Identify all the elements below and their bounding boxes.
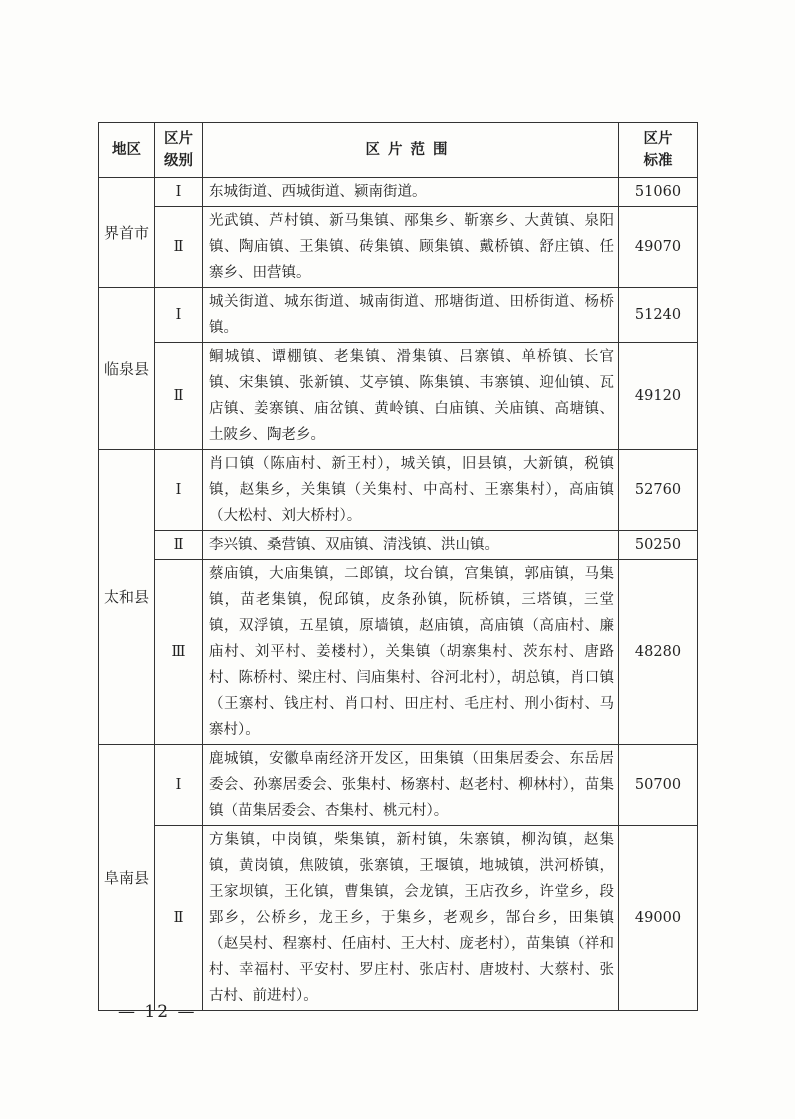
land-price-table [98, 122, 698, 1011]
level-cell: Ⅰ [155, 450, 203, 531]
level-cell: Ⅰ [155, 288, 203, 343]
scope-cell: 蔡庙镇，大庙集镇，二郎镇，坟台镇，宫集镇，郭庙镇，马集镇，苗老集镇，倪邱镇，皮条孙镇，阮桥镇，三塔镇，三堂镇，双浮镇，五星镇，原墙镇，赵庙镇，高庙镇（高庙村、廉庙村、刘平村、姜楼村），关集镇（胡寨集村、茨东村、唐路村、陈桥村、梁庄村、闫庙集村、谷河北村），胡总镇，肖口镇（王寨村、钱庄村、肖口村、田庄村、毛庄村、刑小街村、马寨村）。 [203, 560, 619, 745]
header-level: 区片级别 [155, 123, 203, 178]
standard-cell: 49070 [619, 207, 698, 288]
standard-cell: 49120 [619, 343, 698, 450]
level-cell: Ⅱ [155, 531, 203, 560]
level-cell: Ⅱ [155, 207, 203, 288]
scope-cell: 东城街道、西城街道、颍南街道。 [203, 178, 619, 207]
table-row [99, 560, 698, 745]
table-row [99, 288, 698, 343]
table-row [99, 745, 698, 826]
standard-cell: 50700 [619, 745, 698, 826]
standard-cell: 49000 [619, 826, 698, 1011]
level-cell: Ⅲ [155, 560, 203, 745]
table-header-row [99, 123, 698, 178]
scope-cell: 城关街道、城东街道、城南街道、邢塘街道、田桥街道、杨桥镇。 [203, 288, 619, 343]
scope-cell: 光武镇、芦村镇、新马集镇、邴集乡、靳寨乡、大黄镇、泉阳镇、陶庙镇、王集镇、砖集镇、顾集镇、戴桥镇、舒庄镇、任寨乡、田营镇。 [203, 207, 619, 288]
table-row [99, 207, 698, 288]
standard-cell: 51060 [619, 178, 698, 207]
region-cell: 太和县 [99, 450, 155, 745]
standard-cell: 48280 [619, 560, 698, 745]
region-cell: 界首市 [99, 178, 155, 288]
level-cell: Ⅰ [155, 178, 203, 207]
level-cell: Ⅱ [155, 343, 203, 450]
header-region: 地区 [99, 123, 155, 178]
standard-cell: 51240 [619, 288, 698, 343]
table-row [99, 826, 698, 1011]
region-cell: 临泉县 [99, 288, 155, 450]
level-cell: Ⅱ [155, 826, 203, 1011]
table-row [99, 343, 698, 450]
scope-cell: 鹿城镇，安徽阜南经济开发区，田集镇（田集居委会、东岳居委会、孙寨居委会、张集村、杨寨村、赵老村、柳林村），苗集镇（苗集居委会、杏集村、桃元村）。 [203, 745, 619, 826]
header-scope: 区片范围 [203, 123, 619, 178]
table-row [99, 531, 698, 560]
header-standard: 区片标准 [619, 123, 698, 178]
scope-cell: 鲖城镇、谭棚镇、老集镇、滑集镇、吕寨镇、单桥镇、长官镇、宋集镇、张新镇、艾亭镇、陈集镇、韦寨镇、迎仙镇、瓦店镇、姜寨镇、庙岔镇、黄岭镇、白庙镇、关庙镇、高塘镇、土陂乡、陶老乡。 [203, 343, 619, 450]
scope-cell: 方集镇，中岗镇，柴集镇，新村镇，朱寨镇，柳沟镇，赵集镇，黄岗镇，焦陂镇，张寨镇，王堰镇，地城镇，洪河桥镇，王家坝镇，王化镇，曹集镇，会龙镇，王店孜乡，许堂乡，段郢乡，公桥乡，龙王乡，于集乡，老观乡，郜台乡，田集镇（赵吴村、程寨村、任庙村、王大村、庞老村），苗集镇（祥和村、幸福村、平安村、罗庄村、张店村、唐坡村、大蔡村、张古村、前进村）。 [203, 826, 619, 1011]
table-row [99, 178, 698, 207]
page-number: — 12 — [118, 1002, 197, 1022]
standard-cell: 52760 [619, 450, 698, 531]
table-row [99, 450, 698, 531]
scope-cell: 李兴镇、桑营镇、双庙镇、清浅镇、洪山镇。 [203, 531, 619, 560]
standard-cell: 50250 [619, 531, 698, 560]
scope-cell: 肖口镇（陈庙村、新王村），城关镇，旧县镇，大新镇，税镇镇，赵集乡，关集镇（关集村、中高村、王寨集村），高庙镇（大松村、刘大桥村）。 [203, 450, 619, 531]
level-cell: Ⅰ [155, 745, 203, 826]
region-cell: 阜南县 [99, 745, 155, 1011]
